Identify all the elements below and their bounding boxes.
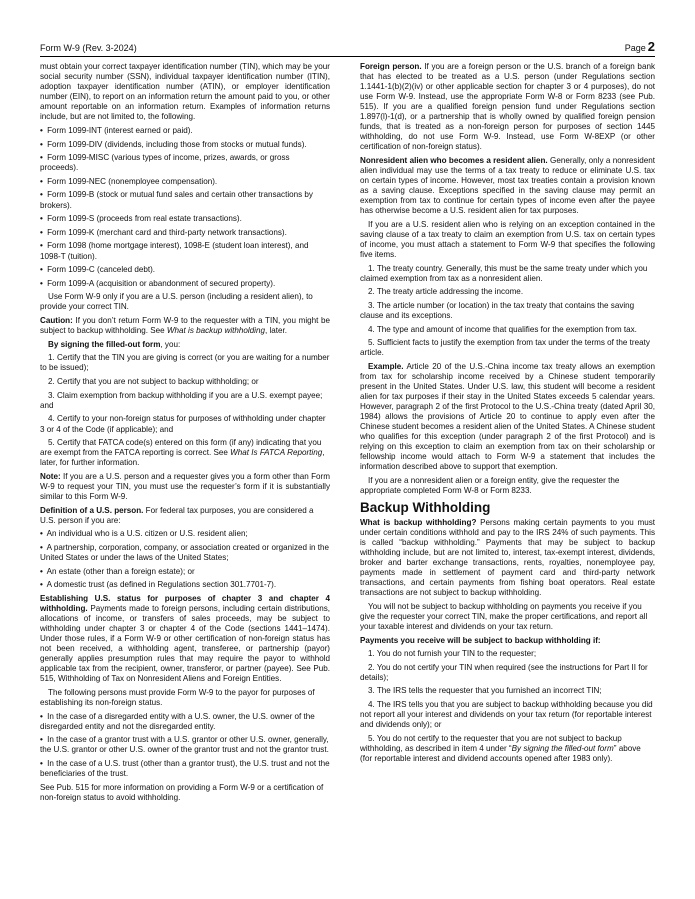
list-item: 4. The type and amount of income that qualifies for the exemption from tax. — [368, 324, 637, 334]
left-column — [40, 62, 330, 882]
list-item: 1. The treaty country. Generally, this must be the same treaty under which you claimed exemption from tax as a nonresident alien. — [360, 263, 648, 283]
not-subject-paragraph: You will not be subject to backup withholding on payments you receive if you give the requester your correct TIN, make the proper certifications, and report all your taxable interest and dividends on your tax return. — [360, 601, 648, 631]
list-item: 5. Sufficient facts to justify the exemption from tax under the terms of the treaty article. — [360, 338, 650, 358]
page-number: 2 — [647, 39, 655, 54]
list-item: 3. The IRS tells the requester that you furnished an incorrect TIN; — [368, 686, 602, 696]
page-word: Page — [624, 43, 646, 53]
list-item: • In the case of a U.S. trust (other than a grantor trust), the U.S. trust and not the beneficiaries of the trust. — [40, 758, 330, 779]
list-item: 2. Certify that you are not subject to backup withholding; or — [48, 377, 259, 387]
page-label — [625, 39, 655, 54]
following-paragraph: The following persons must provide Form W-9 to the payor for purposes of establishing its non-foreign status. — [40, 687, 315, 707]
list-item: • A partnership, corporation, company, or association created or organized in the United States or under the laws of the United States; — [40, 542, 330, 562]
section-heading: Backup Withholding — [360, 499, 491, 515]
list-item: • Form 1099-B (stock or mutual fund sales and certain other transactions by brokers). — [40, 190, 313, 210]
form-identifier: Form W-9 (Rev. 3-2024) — [40, 43, 137, 53]
definition-paragraph: Definition of a U.S. person. For federal tax purposes, you are considered a U.S. person if you are: — [40, 505, 314, 525]
list-item: • Form 1099-NEC (nonemployee compensation). — [40, 176, 218, 186]
foreign-person-paragraph: Foreign person. If you are a foreign person or the U.S. branch of a foreign bank that has elected to be treated as a U.S. person (under Regulations section 1.1441-1(b)(2)(iv) or other applicable section for chapter 3 or 4 purposes), do not use Form W-9. Instead, use the appropriate Form W-8 or Form 8233 (see Pub. 515). If you are a qualified foreign pension fund under Regulations section 1.897(l)-1(d), or a partnership that is wholly owned by qualified foreign pension funds, that is treated as a non-foreign person for purposes of section 1445 withholding, do not use Form W-9. Instead, use Form W-8EXP (or other certification of non-foreign status). — [360, 62, 655, 152]
signing-heading: By signing the filled-out form, you: — [48, 339, 181, 349]
list-item: 1. Certify that the TIN you are giving is correct (or you are waiting for a number to be issued); — [40, 353, 330, 373]
relying-paragraph: If you are a U.S. resident alien who is relying on an exception contained in the saving clause of a tax treaty to claim an exemption from U.S. tax on certain types of income, you must attach a statement to Form W-9 that specifies the following five items. — [360, 219, 655, 260]
list-item: • In the case of a grantor trust with a U.S. grantor or other U.S. owner, generally, the U.S. grantor or other U.S. owner of the grantor trust and not the grantor trust. — [40, 735, 329, 755]
list-item: 4. Certify to your non-foreign status for purposes of withholding under chapter 3 or 4 of the Code (if applicable); and — [40, 414, 326, 434]
right-column — [360, 62, 655, 882]
caution-paragraph: Caution: If you don’t return Form W-9 to the requester with a TIN, you might be subject to backup withholding. See What is backup withholding, later. — [40, 316, 330, 336]
establishing-status-paragraph: Establishing U.S. status for purposes of chapter 3 and chapter 4 withholding. Payments made to foreign persons, including certain distributions, allocations of income, or transfers of sales proceeds, may be subject to withholding under chapter 3 or chapter 4 of the Code (sections 1441–1474). Under those rules, if a Form W-9 or other certification of non-foreign status has not been received, a withholding agent, transferee, or partnership (payor) generally applies presumption rules that may require the payor to withhold applicable tax from the recipient, owner, transferor, or partner (payee). See Pub. 515, Withholding of Tax on Nonresident Aliens and Foreign Entities. — [40, 593, 330, 684]
list-item: • In the case of a disregarded entity with a U.S. owner, the U.S. owner of the disregarded entity and not the disregarded entity. — [40, 711, 315, 731]
list-item: 1. You do not furnish your TIN to the requester; — [368, 649, 537, 659]
list-item: • Form 1099-INT (interest earned or paid). — [40, 125, 193, 135]
list-item: • Form 1099-S (proceeds from real estate transactions). — [40, 214, 242, 224]
list-item: 2. You do not certify your TIN when required (see the instructions for Part II for details); — [360, 662, 648, 682]
nonresident-alien-paragraph: Nonresident alien who becomes a resident alien. Generally, only a nonresident alien individual may use the terms of a tax treaty to reduce or eliminate U.S. tax on certain types of income. However, most tax treaties contain a provision known as a saving clause. Exceptions specified in the saving clause may permit an exemption from tax to continue for certain types of income even after the payee has otherwise become a U.S. resident alien for tax purposes. — [360, 156, 655, 216]
pub515-paragraph: See Pub. 515 for more information on providing a Form W-9 or a certification of non-foreign status to avoid withholding. — [40, 782, 324, 802]
list-item: • Form 1099-K (merchant card and third-party network transactions). — [40, 227, 287, 237]
list-item: • Form 1098 (home mortgage interest), 1098-E (student loan interest), and 1098-T (tuition). — [40, 241, 309, 261]
list-item: • Form 1099-A (acquisition or abandonment of secured property). — [40, 278, 276, 288]
list-item: • Form 1099-DIV (dividends, including those from stocks or mutual funds). — [40, 139, 307, 149]
note-paragraph: Note: If you are a U.S. person and a requester gives you a form other than Form W-9 to request your TIN, you must use the requester’s form if it is substantially similar to this Form W-9. — [40, 471, 330, 501]
list-item: 4. The IRS tells you that you are subject to backup withholding because you did not report all your interest and dividends on your tax return (for reportable interest and dividends only); or — [360, 700, 653, 730]
list-item: 3. Claim exemption from backup withholding if you are a U.S. exempt payee; and — [40, 390, 323, 410]
nonresident-paragraph: If you are a nonresident alien or a foreign entity, give the requester the appropriate completed Form W-8 or Form 8233. — [360, 476, 620, 496]
list-item: • An estate (other than a foreign estate); or — [40, 566, 195, 576]
list-item: 3. The article number (or location) in the tax treaty that contains the saving clause and its exceptions. — [360, 301, 635, 321]
list-item: • Form 1099-MISC (various types of income, prizes, awards, or gross proceeds). — [40, 153, 290, 173]
use-form-paragraph: Use Form W-9 only if you are a U.S. person (including a resident alien), to provide your correct TIN. — [40, 292, 313, 312]
list-item: 5. Certify that FATCA code(s) entered on this form (if any) indicating that you are exempt from the FATCA reporting is correct. See What Is FATCA Reporting, later, for further information. — [40, 438, 325, 468]
intro-paragraph: must obtain your correct taxpayer identification number (TIN), which may be your social security number (SSN), individual taxpayer identification number (ITIN), adoption taxpayer identification number (ATIN), or employer identification number (EIN), to report on an information return the amount paid to you, or other amount reportable on an information return. Examples of information returns include, but are not limited to, the following. — [40, 62, 330, 122]
list-item: 2. The treaty article addressing the income. — [368, 287, 524, 297]
what-is-backup-paragraph: What is backup withholding? Persons making certain payments to you must under certain conditions withhold and pay to the IRS 24% of such payments. This is called “backup withholding.” Payments that may be subject to backup withholding include, but are not limited to, interest, tax-exempt interest, dividends, broker and barter exchange transactions, rents, royalties, nonemployee pay, payments made in settlement of payment card and third-party network transactions, and certain payments from fishing boat operators. Real estate transactions are not subject to backup withholding. — [360, 517, 655, 598]
example-paragraph: Example. Article 20 of the U.S.-China income tax treaty allows an exemption from tax for scholarship income received by a Chinese student temporarily present in the United States. Under U.S. law, this student will become a resident alien for tax purposes if their stay in the United States exceeds 5 calendar years. However, paragraph 2 of the first Protocol to the U.S.-China treaty (dated April 30, 1984) allows the provisions of Article 20 to continue to apply even after the Chinese student becomes a resident alien of the United States. A Chinese student who qualifies for this exception (under paragraph 2 of the first Protocol) and is relying on this exception to claim an exemption from tax on their scholarship or fellowship income would attach to Form W-9 a statement that includes the information described above to support that exemption. — [360, 362, 655, 472]
list-item: 5. You do not certify to the requester that you are not subject to backup withholding, as described in item 4 under “By signing the filled-out form” above (for reportable interest and dividend accounts opened after 1983 only). — [360, 733, 641, 763]
list-item: • Form 1099-C (canceled debt). — [40, 265, 156, 275]
list-item: • An individual who is a U.S. citizen or U.S. resident alien; — [40, 529, 248, 539]
payments-heading: Payments you receive will be subject to backup withholding if: — [360, 635, 601, 645]
list-item: • A domestic trust (as defined in Regulations section 301.7701-7). — [40, 580, 277, 590]
page-header — [40, 36, 655, 57]
